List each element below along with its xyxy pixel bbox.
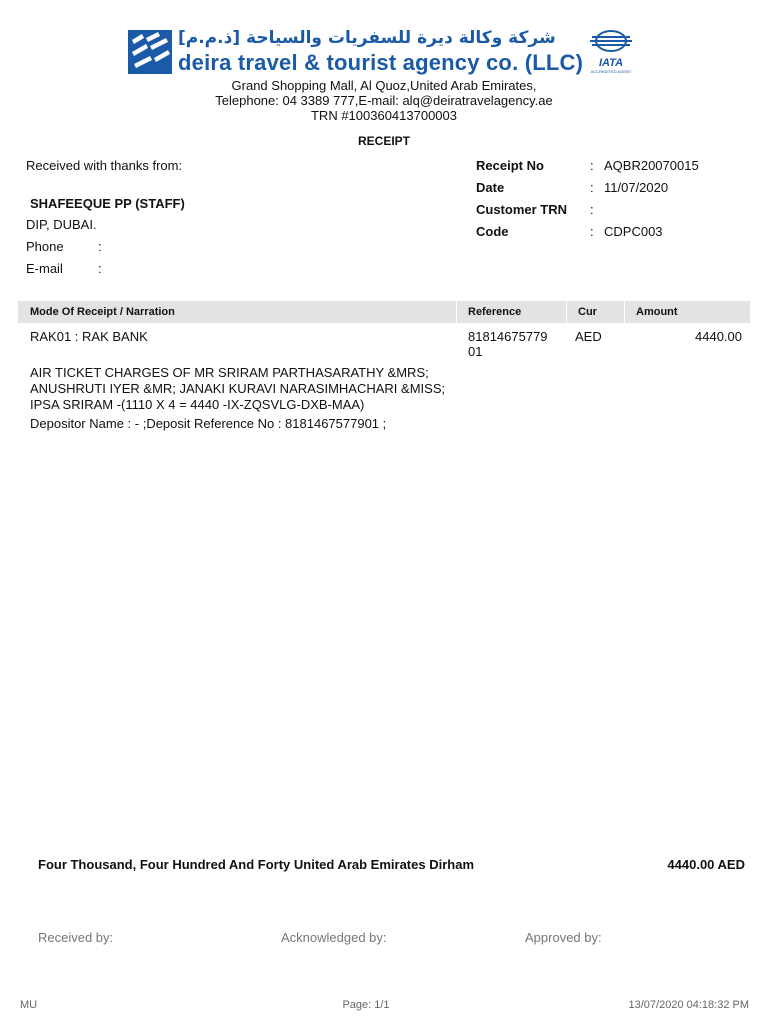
row-reference-line1: 81814675779 <box>468 329 548 344</box>
col-cur-header: Cur <box>578 306 597 318</box>
col-mode-header: Mode Of Receipt / Narration <box>30 306 175 318</box>
phone-label: Phone <box>26 239 64 254</box>
date-value: 11/07/2020 <box>604 180 669 195</box>
col-amount-header: Amount <box>636 306 678 318</box>
date-label: Date <box>476 180 505 195</box>
customer-trn-label: Customer TRN <box>476 202 568 217</box>
page-title: RECEIPT <box>357 134 410 148</box>
col-reference-header: Reference <box>468 306 522 318</box>
company-arabic-name: شركة وكالة ديرة للسفريات والسياحة [ذ.م.م] <box>178 28 556 48</box>
header-divider <box>566 301 567 323</box>
iata-globe-icon <box>588 30 634 52</box>
depositor-details: Depositor Name : - ;Deposit Reference No : 8181467577901 ; <box>30 416 387 431</box>
company-name: deira travel & tourist agency co. (LLC) <box>178 50 584 75</box>
iata-label: IATA <box>598 57 624 69</box>
iata-badge <box>588 30 634 72</box>
row-mode: RAK01 : RAK BANK <box>30 329 148 344</box>
header-divider <box>456 301 457 323</box>
receipt-table-header <box>18 301 750 323</box>
company-address: Grand Shopping Mall, Al Quoz,United Arab Emirates, <box>231 78 537 93</box>
receipt-no-label: Receipt No <box>476 158 544 173</box>
company-contact: Telephone: 04 3389 777,E-mail: alq@deiratravelagency.ae <box>215 93 553 108</box>
code-colon: : <box>590 224 594 239</box>
received-from-label: Received with thanks from: <box>26 158 183 173</box>
email-label: E-mail <box>26 261 63 276</box>
footer-page: Page: 1/1 <box>342 999 390 1011</box>
email-colon: : <box>98 261 102 276</box>
received-by-label: Received by: <box>38 930 114 945</box>
customer-trn-colon: : <box>590 202 594 217</box>
total-amount: 4440.00 AED <box>667 857 745 872</box>
narration: AIR TICKET CHARGES OF MR SRIRAM PARTHASARATHY &MRS; ANUSHRUTI IYER &MR; JANAKI KURAVI NARASIMHACHARI &MISS; IPSA SRIRAM -(1110 X 4 = 4440 -IX-ZQSVLG-DXB-MAA) <box>30 365 446 412</box>
footer-user: MU <box>20 999 38 1011</box>
footer-printed-timestamp: 13/07/2020 04:18:32 PM <box>628 999 749 1011</box>
date-colon: : <box>590 180 594 195</box>
row-currency: AED <box>575 329 602 344</box>
customer-address: DIP, DUBAI. <box>26 217 97 232</box>
amount-in-words: Four Thousand, Four Hundred And Forty United Arab Emirates Dirham <box>38 857 475 872</box>
row-reference-line2: 01 <box>468 344 483 359</box>
approved-by-label: Approved by: <box>525 930 602 945</box>
company-logo-icon <box>128 30 172 74</box>
customer-name: SHAFEEQUE PP (STAFF) <box>30 196 185 211</box>
row-amount: 4440.00 <box>695 329 742 344</box>
phone-colon: : <box>98 239 102 254</box>
company-trn: TRN #100360413700003 <box>310 108 457 123</box>
code-label: Code <box>476 224 509 239</box>
receipt-no-colon: : <box>590 158 594 173</box>
header-divider <box>624 301 625 323</box>
receipt-no-value: AQBR20070015 <box>604 158 699 173</box>
acknowledged-by-label: Acknowledged by: <box>281 930 387 945</box>
code-value: CDPC003 <box>604 224 663 239</box>
iata-sub: ACCREDITED AGENT <box>590 69 632 74</box>
